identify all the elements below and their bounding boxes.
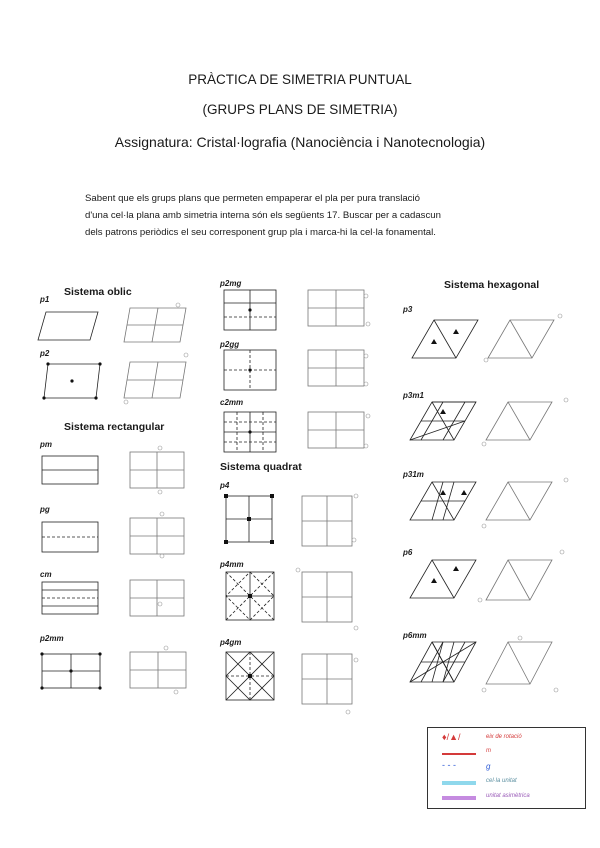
p6mm-cell: [410, 642, 476, 682]
label-p4mm: p4mm: [220, 560, 244, 569]
legend-row-unit-cell: [434, 776, 584, 790]
glide-text: g: [486, 762, 491, 771]
unit-cell-swatch: [442, 781, 476, 785]
glide-symbol: - - -: [442, 760, 456, 770]
p4-pattern: [302, 496, 352, 546]
label-p3m1: p3m1: [403, 391, 424, 400]
label-p6mm: p6mm: [403, 631, 427, 640]
label-p3: p3: [403, 305, 413, 314]
label-p6: p6: [403, 548, 413, 557]
p2mg-pattern: [308, 290, 364, 326]
asym-unit-text: unitat asimètrica: [486, 793, 530, 799]
p31m-cell: [410, 482, 476, 520]
pattern-motifs: [124, 294, 568, 714]
pg-pattern: [130, 518, 184, 554]
p2gg-pattern: [308, 350, 364, 386]
legend-row-asymmetric-unit: [434, 791, 584, 805]
pm-pattern: [130, 452, 184, 488]
section-oblique: Sistema oblic: [64, 286, 132, 298]
label-pm: pm: [40, 440, 52, 449]
p3-cell: [412, 320, 478, 358]
cm-cell: [42, 582, 98, 614]
label-p31m: p31m: [403, 470, 424, 479]
subject-line: Assignatura: Cristal·lografia (Nanociència i Nanotecnologia): [114, 134, 486, 150]
section-rectangular: Sistema rectangular: [64, 421, 165, 433]
section-square: Sistema quadrat: [220, 461, 302, 473]
label-cm: cm: [40, 570, 52, 579]
p3-pattern: [488, 320, 554, 358]
section-hexagonal: Sistema hexagonal: [444, 279, 540, 291]
p31m-pattern: [486, 482, 552, 520]
cm-pattern: [130, 580, 184, 616]
label-p2mg: p2mg: [220, 279, 242, 288]
label-c2mm: c2mm: [220, 398, 244, 407]
p6mm-pattern: [486, 642, 552, 684]
unit-cell-text: cel·la unitat: [486, 778, 517, 784]
label-p4: p4: [220, 481, 230, 490]
p4gm-pattern: [302, 654, 352, 704]
legend-row-mirror: [434, 746, 584, 760]
p1-pattern: [124, 308, 186, 342]
label-pg: pg: [40, 505, 50, 514]
p4mm-pattern: [302, 572, 352, 622]
mirror-text: m: [486, 748, 491, 754]
label-p4gm: p4gm: [220, 638, 242, 647]
label-p2mm: p2mm: [40, 634, 64, 643]
p6-pattern: [486, 560, 552, 600]
pm-cell: [42, 456, 98, 484]
pg-cell: [42, 522, 98, 552]
p3m1-pattern: [486, 402, 552, 440]
instructions-line-3: dels patrons periòdics el seu corresponent grup pla i marca-hi la cel·la fonamental.: [85, 227, 436, 238]
instructions-line-1: Sabent que els grups plans que permeten empaperar el pla per pura translació: [85, 193, 420, 204]
label-p2gg: p2gg: [220, 340, 240, 349]
legend-row-rotation: [434, 732, 584, 746]
instructions-line-2: d'una cel·la plana amb simetria interna són els següents 17. Buscar per a cadascun: [85, 210, 441, 221]
label-p2: p2: [40, 349, 50, 358]
rotation-text: eix de rotació: [486, 734, 522, 740]
p6-cell: [410, 560, 476, 598]
label-p1: p1: [40, 295, 50, 304]
p2-pattern: [124, 362, 186, 398]
mirror-line: [442, 753, 476, 755]
p3m1-cell: [410, 402, 476, 440]
p1-cell: [38, 312, 98, 340]
legend-row-glide: [434, 760, 584, 774]
legend-box: [427, 727, 586, 809]
asym-unit-swatch: [442, 796, 476, 800]
title-line-2: (GRUPS PLANS DE SIMETRIA): [202, 102, 398, 117]
title-line-1: PRÀCTICA DE SIMETRIA PUNTUAL: [188, 72, 412, 87]
c2mm-pattern: [308, 412, 364, 448]
p2mm-pattern: [130, 652, 186, 688]
rotation-symbols: ♦/▲/: [442, 732, 461, 742]
